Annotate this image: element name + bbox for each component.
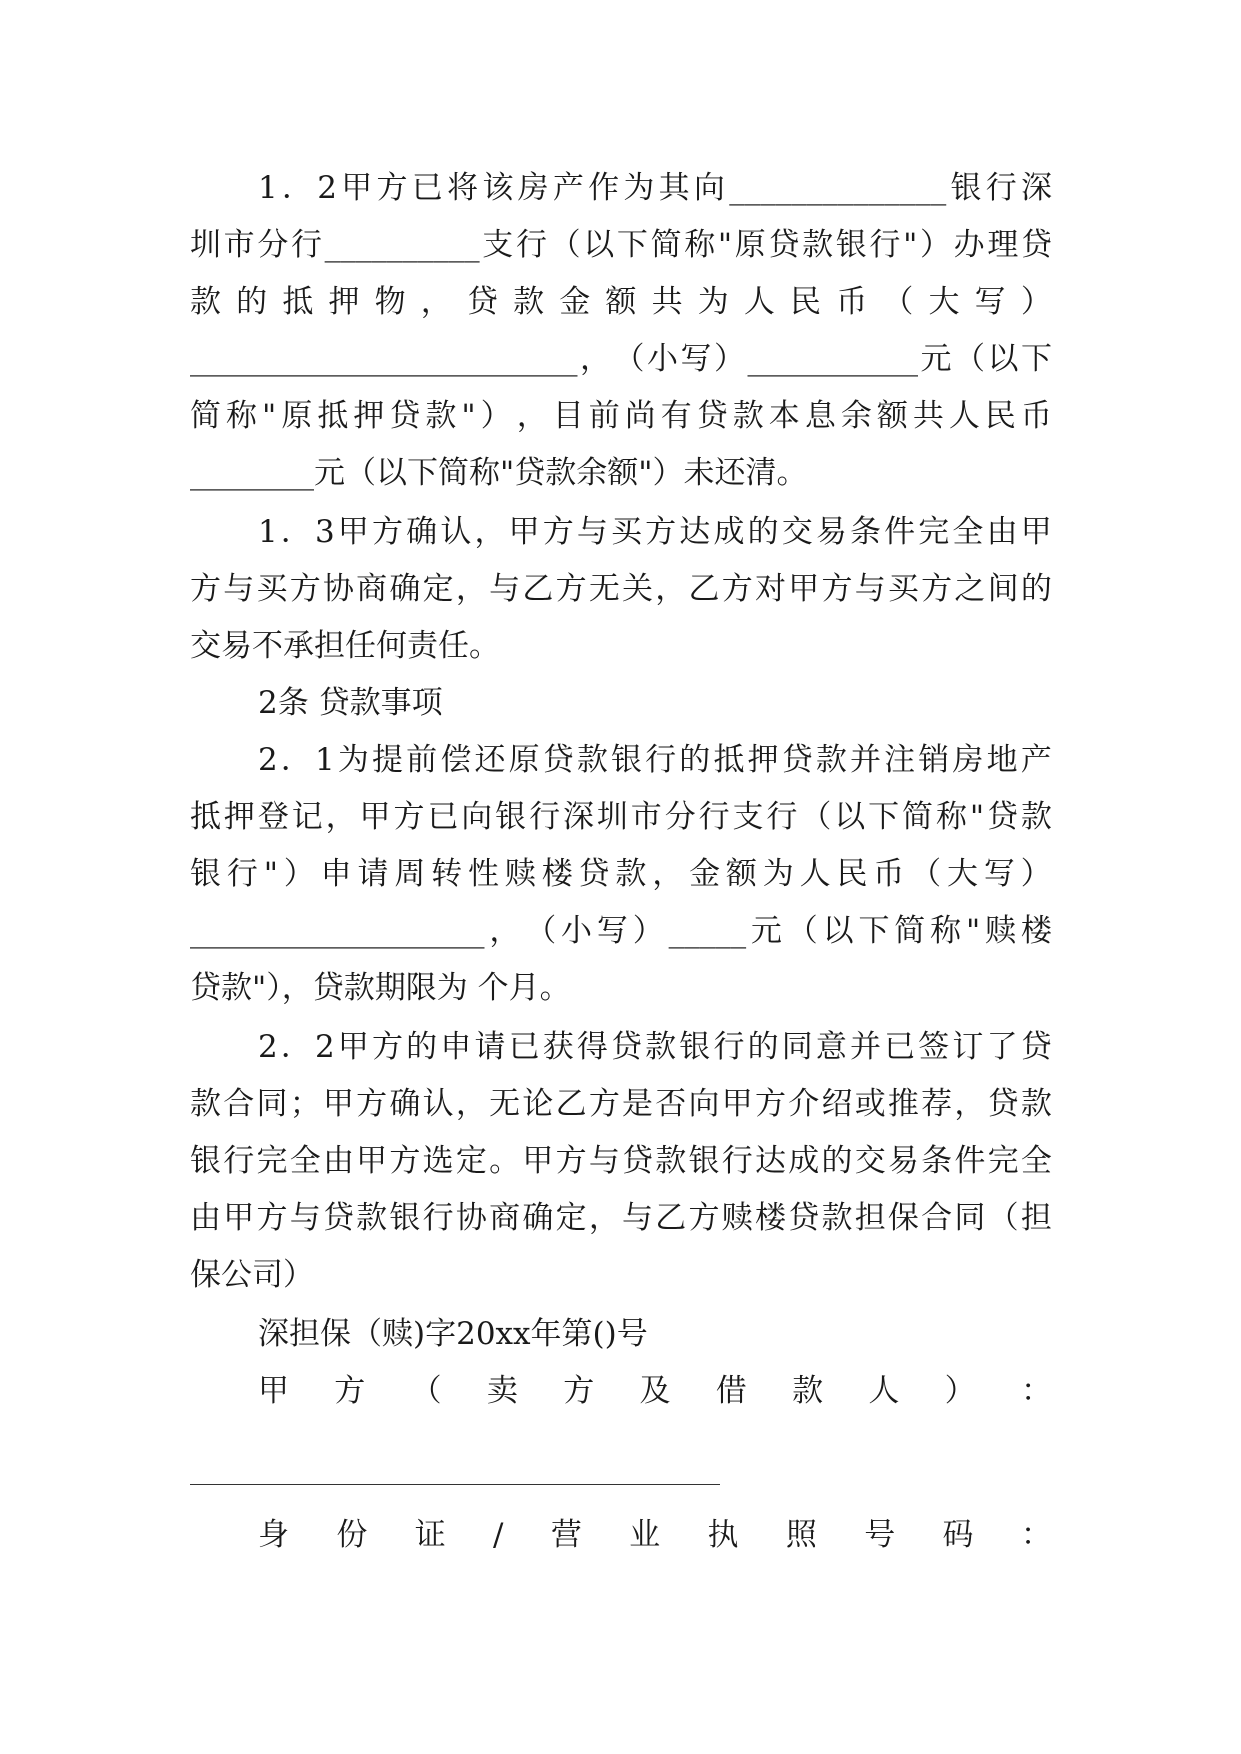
party-a-label: 甲 方 （ 卖 方 及 借 款 人 ） ： [258, 1373, 1052, 1409]
section-2-heading: 2条 贷款事项 [258, 685, 443, 721]
paragraph-1-2-line-4: _________________________ ， （ 小 写 ） ___________ 元 （ 以 下 [190, 341, 1052, 377]
paragraph-1-3-line-3: 交易不承担任何责任。 [190, 628, 500, 664]
paragraph-2-1-line-1: 2 ． 1 为 提 前 偿 还 原 贷 款 银 行 的 抵 押 贷 款 并 注 销 房 地 产 [258, 742, 1052, 778]
paragraph-2-1-line-3: 银 行 " ） 申 请 周 转 性 赎 楼 贷 款 ， 金 额 为 人 民 币 （ 大 写 ） [190, 856, 1052, 892]
contract-number: 深担保（赎)字20xx年第()号 [258, 1316, 648, 1352]
paragraph-1-2-line-3: 款 的 抵 押 物 ， 贷 款 金 额 共 为 人 民 币 （ 大 写 ） [190, 284, 1052, 320]
paragraph-1-3-line-2: 方 与 买 方 协 商 确 定 ， 与 乙 方 无 关 ， 乙 方 对 甲 方 与 买 方 之 间 的 [190, 571, 1052, 607]
paragraph-1-3-line-1: 1 ． 3 甲 方 确 认 ， 甲 方 与 买 方 达 成 的 交 易 条 件 完 全 由 甲 [258, 514, 1052, 550]
paragraph-2-2-line-5: 保公司） [190, 1257, 314, 1293]
id-license-number-label: 身 份 证 / 营 业 执 照 号 码 ： [258, 1517, 1052, 1553]
paragraph-1-2-line-1: 1 ． 2 甲 方 已 将 该 房 产 作 为 其 向 ______________ 银 行 深 [258, 170, 1052, 206]
paragraph-2-1-line-5: 贷款"），贷款期限为 个月。 [190, 970, 571, 1006]
paragraph-2-2-line-2: 款 合 同 ； 甲 方 确 认 ， 无 论 乙 方 是 否 向 甲 方 介 绍 或 推 荐 ， 贷 款 [190, 1086, 1052, 1122]
paragraph-1-2-line-6: ________元（以下简称"贷款余额"）未还清。 [190, 455, 808, 491]
paragraph-2-1-line-4: ___________________ ， （ 小 写 ） _____ 元 （ 以 下 简 称 " 赎 楼 [190, 913, 1052, 949]
paragraph-2-2-line-3: 银 行 完 全 由 甲 方 选 定 。 甲 方 与 贷 款 银 行 达 成 的 交 易 条 件 完 全 [190, 1143, 1052, 1179]
paragraph-2-2-line-1: 2 ． 2 甲 方 的 申 请 已 获 得 贷 款 银 行 的 同 意 并 已 签 订 了 贷 [258, 1029, 1052, 1065]
paragraph-1-2-line-2: 圳 市 分 行 __________ 支 行 （ 以 下 简 称 " 原 贷 款 银 行 " ） 办 理 贷 [190, 227, 1052, 263]
paragraph-1-2-line-5: 简 称 " 原 抵 押 贷 款 " ） ， 目 前 尚 有 贷 款 本 息 余 额 共 人 民 币 [190, 398, 1052, 434]
paragraph-2-2-line-4: 由 甲 方 与 贷 款 银 行 协 商 确 定 ， 与 乙 方 赎 楼 贷 款 担 保 合 同 （ 担 [190, 1200, 1052, 1236]
party-a-fill-line [190, 1484, 720, 1485]
paragraph-2-1-line-2: 抵 押 登 记 ， 甲 方 已 向 银 行 深 圳 市 分 行 支 行 （ 以 下 简 称 " 贷 款 [190, 799, 1052, 835]
